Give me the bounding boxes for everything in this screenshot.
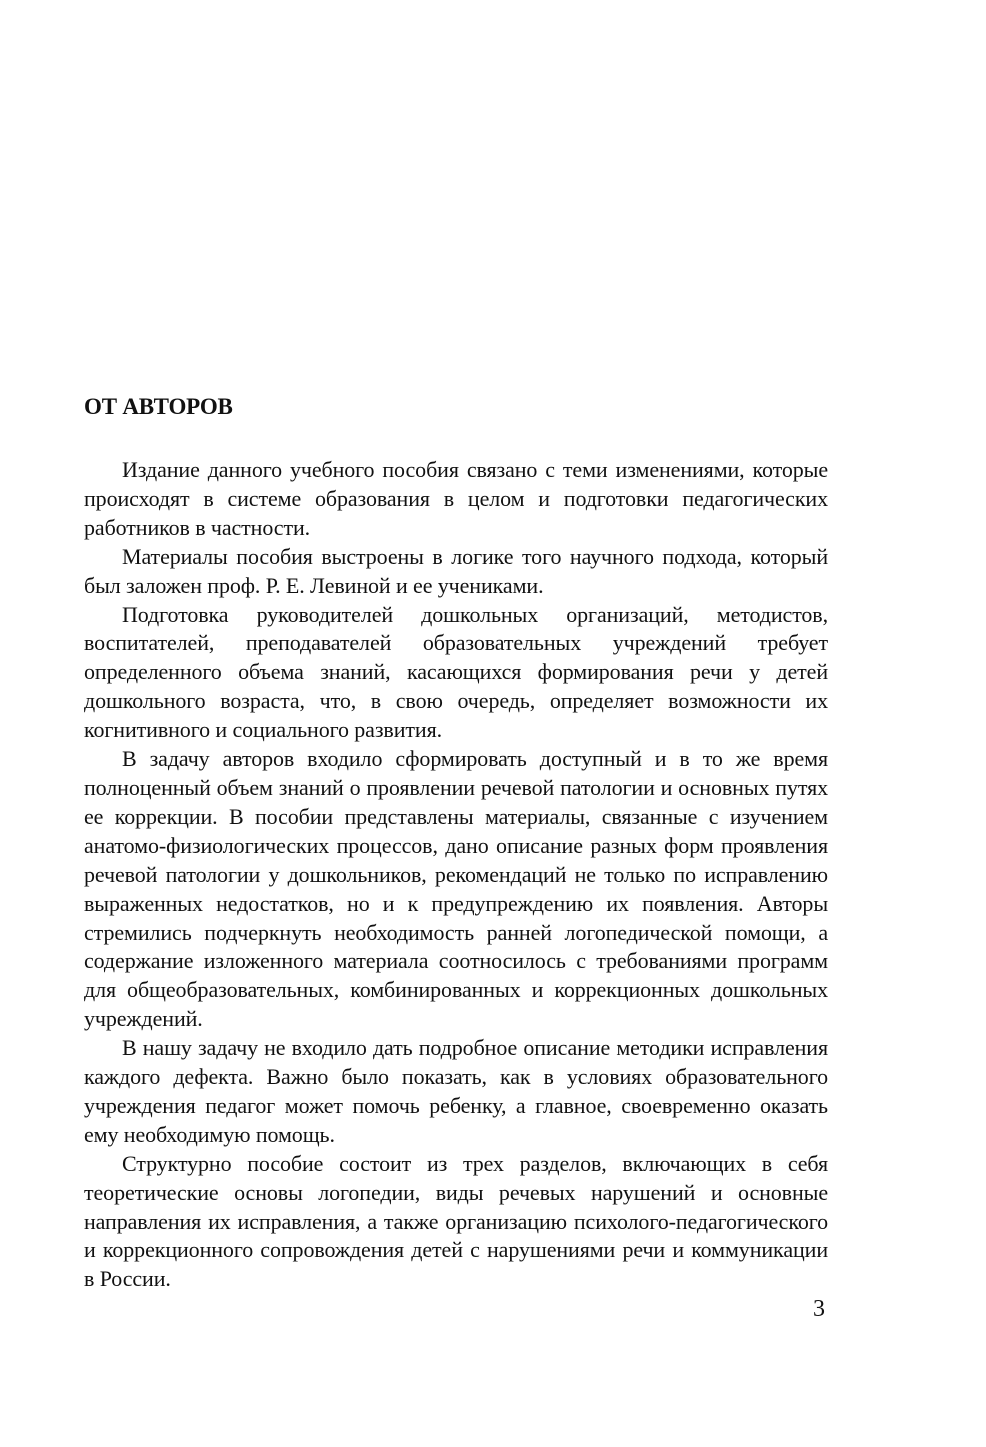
paragraph-4: В задачу авторов входило сформировать доступный и в то же время полноценный объем знаний о проявлении речевой патологии и основных путях ее коррекции. В пособии представлены материалы, связанные с изучением анатомо-физиологических процессов, дано описание разных форм проявления речевой патологии у дошкольников, рекомендаций не только по исправлению выраженных недостатков, но и к предупреждению их появления. Авторы стремились подчеркнуть необходимость ранней логопедической помощи, а содержание изложенного материала соотносилось с требованиями программ для общеобразовательных, комбинированных и коррекционных дошкольных учреждений. bbox=[84, 746, 828, 1032]
section-heading: ОТ АВТОРОВ bbox=[84, 394, 233, 419]
page-content bbox=[84, 392, 828, 1294]
paragraph-5: В нашу задачу не входило дать подробное описание методики исправления каждого дефекта. Важно было показать, как в условиях образовательного учреждения педагог может помочь ребенку, а главное, своевременно оказать ему необходимую помощь. bbox=[84, 1035, 828, 1147]
paragraph-6: Структурно пособие состоит из трех разделов, включающих в себя теоретические основы логопедии, виды речевых нарушений и основные направления их исправления, а также организацию психолого-педагогического и коррекционного сопровождения детей с нарушениями речи и коммуникации в России. bbox=[84, 1150, 828, 1292]
paragraph-2: Материалы пособия выстроены в логике того научного подхода, который был заложен проф. Р. Е. Левиной и ее учениками. bbox=[84, 543, 828, 598]
page-number: 3 bbox=[813, 1296, 825, 1322]
paragraph-1: Издание данного учебного пособия связано с теми изменениями, которые происходят в системе образования в целом и подготовки педагогических работников в частности. bbox=[84, 457, 828, 540]
paragraph-3: Подготовка руководителей дошкольных организаций, методистов, воспитателей, преподавателей образовательных учреждений требует определенного объема знаний, касающихся формирования речи у детей дошкольного возраста, что, в свою очередь, определяет возможности их когнитивного и социального развития. bbox=[84, 601, 828, 743]
